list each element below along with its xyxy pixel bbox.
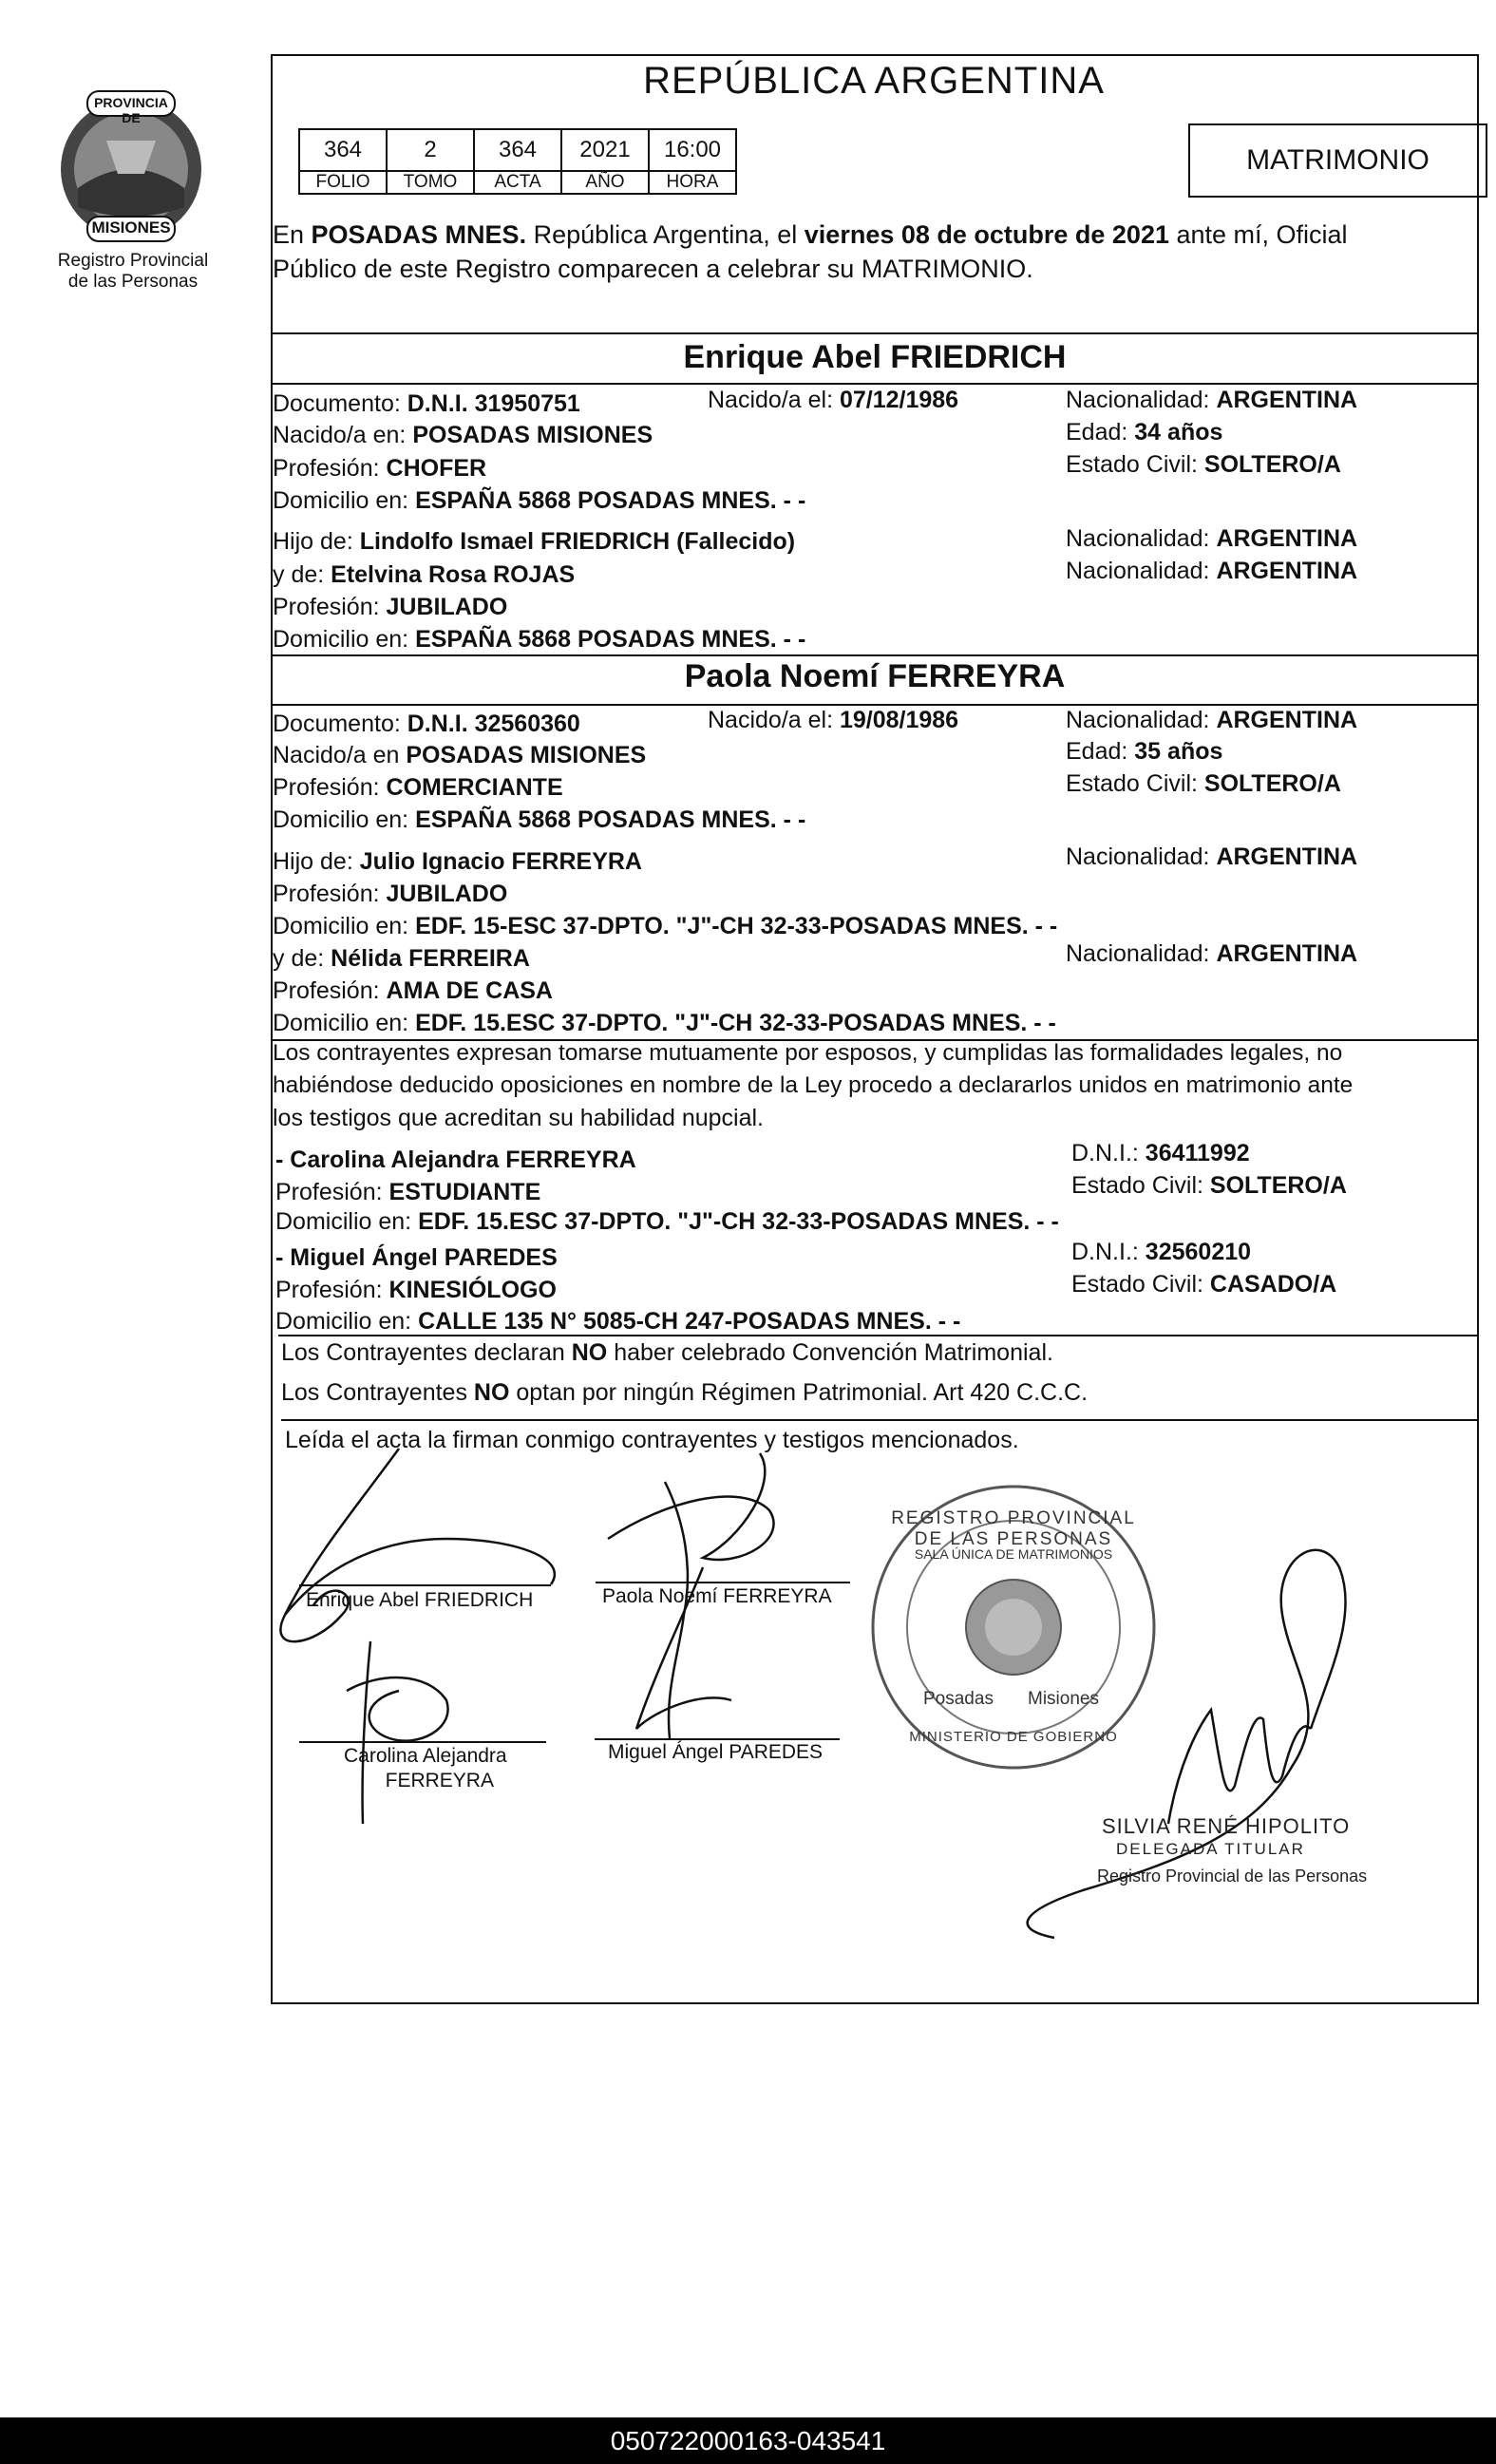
registry-caption-line2: de las Personas [67, 272, 199, 292]
acta-label: ACTA [474, 171, 561, 194]
groom-name: Enrique Abel FRIEDRICH [683, 339, 1067, 375]
bride-age: Edad: 35 años [1066, 738, 1223, 765]
record-index-table [298, 128, 737, 195]
convention-statement-1: Los Contrayentes declaran NO haber celebrado Convención Matrimonial. [281, 1339, 1053, 1366]
signature-label-witness-2: Miguel Ángel PAREDES [608, 1741, 824, 1763]
tomo-value: 2 [387, 129, 474, 171]
logo-bottom-text: MISIONES [91, 218, 171, 237]
groom-birthplace: Nacido/a en: POSADAS MISIONES [273, 422, 653, 448]
registry-caption [28, 251, 237, 293]
ano-label: AÑO [561, 171, 649, 194]
bride-nationality: Nacionalidad: ARGENTINA [1066, 707, 1358, 733]
signature-line-witness-1 [299, 1741, 546, 1743]
official-stamp [866, 1480, 1161, 1774]
folio-value: 364 [299, 129, 387, 171]
divider [281, 1419, 1479, 1421]
hora-label: HORA [649, 171, 736, 194]
hora-value: 16:00 [649, 129, 736, 171]
groom-father-nationality: Nacionalidad: ARGENTINA [1066, 525, 1358, 552]
logo-top-text: PROVINCIA DE [94, 95, 168, 125]
witness-1-address: Domicilio en: EDF. 15.ESC 37-DPTO. "J"-CH 32-33-POSADAS MNES. - - [275, 1208, 1059, 1235]
witness-1-profession: Profesión: ESTUDIANTE [275, 1179, 541, 1205]
groom-document: Documento: D.N.I. 31950751 [273, 390, 580, 417]
groom-birthdate: Nacido/a el: 07/12/1986 [708, 387, 959, 413]
groom-mother-nationality: Nacionalidad: ARGENTINA [1066, 558, 1358, 584]
groom-age: Edad: 34 años [1066, 419, 1223, 445]
stamp-ministry: MINISTERIO DE GOBIERNO [909, 1729, 1118, 1745]
document-barcode-id: 050722000163-043541 [0, 2417, 1496, 2464]
witness-2-profession: Profesión: KINESIÓLOGO [275, 1277, 557, 1303]
intro-line-2: Público de este Registro comparecen a celebrar su MATRIMONIO. [273, 255, 1033, 283]
witness-2-address: Domicilio en: CALLE 135 N° 5085-CH 247-POSADAS MNES. - - [275, 1308, 961, 1335]
divider [271, 654, 1479, 656]
witness-1-civil-status: Estado Civil: SOLTERO/A [1071, 1172, 1347, 1199]
groom-parents-address: Domicilio en: ESPAÑA 5868 POSADAS MNES. - - [273, 626, 806, 653]
groom-nationality: Nacionalidad: ARGENTINA [1066, 387, 1358, 413]
stamp-city: Posadas [923, 1689, 994, 1709]
ano-value: 2021 [561, 129, 649, 171]
declaration-line-1: Los contrayentes expresan tomarse mutuamente por esposos, y cumplidas las formalidades legales, no [273, 1040, 1343, 1066]
bride-mother-profession: Profesión: AMA DE CASA [273, 977, 553, 1004]
folio-label: FOLIO [299, 171, 387, 194]
officer-office: Registro Provincial de las Personas [1097, 1867, 1368, 1886]
bride-father-address: Domicilio en: EDF. 15-ESC 37-DPTO. "J"-CH 32-33-POSADAS MNES. - - [273, 913, 1058, 939]
divider [278, 1335, 1479, 1336]
stamp-inner-text: SALA ÚNICA DE MATRIMONIOS [914, 1546, 1113, 1562]
signature-line-groom [299, 1584, 551, 1586]
witness-1-name: - Carolina Alejandra FERREYRA [275, 1147, 636, 1173]
signature-read-line: Leída el acta la firman conmigo contrayentes y testigos mencionados. [285, 1427, 1019, 1453]
bride-civil-status: Estado Civil: SOLTERO/A [1066, 770, 1341, 797]
document-title: REPÚBLICA ARGENTINA [643, 60, 1105, 102]
bride-address: Domicilio en: ESPAÑA 5868 POSADAS MNES. - - [273, 806, 806, 833]
officer-name: SILVIA RENÉ HIPOLITO [1102, 1814, 1351, 1838]
stamp-ring-text: REGISTRO PROVINCIAL DE LAS PERSONAS [891, 1508, 1136, 1549]
groom-profession: Profesión: CHOFER [273, 455, 487, 482]
bride-mother: y de: Nélida FERREIRA [273, 945, 530, 972]
bride-father-profession: Profesión: JUBILADO [273, 881, 508, 907]
intro-line-1: En POSADAS MNES. República Argentina, el viernes 08 de octubre de 2021 ante mí, Oficial [273, 220, 1348, 249]
declaration-line-2: habiéndose deducido oposiciones en nombre de la Ley procedo a declararlos unidos en matrimonio ante [273, 1072, 1354, 1098]
province-seal-logo [49, 84, 213, 247]
divider [271, 332, 1479, 334]
convention-statement-2: Los Contrayentes NO optan por ningún Régimen Patrimonial. Art 420 C.C.C. [281, 1379, 1089, 1406]
bride-father: Hijo de: Julio Ignacio FERREYRA [273, 848, 642, 875]
witness-2-dni: D.N.I.: 32560210 [1071, 1239, 1252, 1265]
groom-civil-status: Estado Civil: SOLTERO/A [1066, 451, 1341, 478]
registry-caption-line1: Registro Provincial [57, 251, 209, 271]
bride-birthplace: Nacido/a en POSADAS MISIONES [273, 742, 647, 768]
intro-place: POSADAS MNES. [311, 220, 527, 249]
bride-name: Paola Noemí FERREYRA [684, 658, 1066, 694]
bride-mother-nationality: Nacionalidad: ARGENTINA [1066, 940, 1358, 967]
tomo-label: TOMO [387, 171, 474, 194]
witness-1-dni: D.N.I.: 36411992 [1071, 1140, 1250, 1166]
bride-father-nationality: Nacionalidad: ARGENTINA [1066, 843, 1358, 870]
groom-father: Hijo de: Lindolfo Ismael FRIEDRICH (Fallecido) [273, 528, 796, 555]
declaration-line-3: los testigos que acreditan su habilidad nupcial. [273, 1105, 765, 1131]
officer-role: DELEGADA TITULAR [1116, 1840, 1305, 1858]
signature-label-witness-1: Carolina Alejandra FERREYRA [344, 1745, 507, 1791]
record-type-box: MATRIMONIO [1188, 123, 1487, 198]
bride-document: Documento: D.N.I. 32560360 [273, 711, 580, 737]
bride-mother-address: Domicilio en: EDF. 15.ESC 37-DPTO. "J"-CH 32-33-POSADAS MNES. - - [273, 1010, 1056, 1036]
signature-label-groom: Enrique Abel FRIEDRICH [306, 1589, 534, 1611]
signature-line-bride [596, 1582, 850, 1583]
groom-address: Domicilio en: ESPAÑA 5868 POSADAS MNES. - - [273, 487, 806, 514]
stamp-province: Misiones [1028, 1689, 1099, 1709]
bride-birthdate: Nacido/a el: 19/08/1986 [708, 707, 959, 733]
groom-parents-profession: Profesión: JUBILADO [273, 594, 508, 620]
acta-value: 364 [474, 129, 561, 171]
groom-mother: y de: Etelvina Rosa ROJAS [273, 561, 576, 588]
bride-profession: Profesión: COMERCIANTE [273, 774, 563, 801]
signature-label-bride: Paola Noemí FERREYRA [602, 1585, 832, 1607]
intro-date: viernes 08 de octubre de 2021 [804, 220, 1169, 249]
witness-2-civil-status: Estado Civil: CASADO/A [1071, 1271, 1337, 1298]
witness-2-name: - Miguel Ángel PAREDES [275, 1244, 558, 1271]
